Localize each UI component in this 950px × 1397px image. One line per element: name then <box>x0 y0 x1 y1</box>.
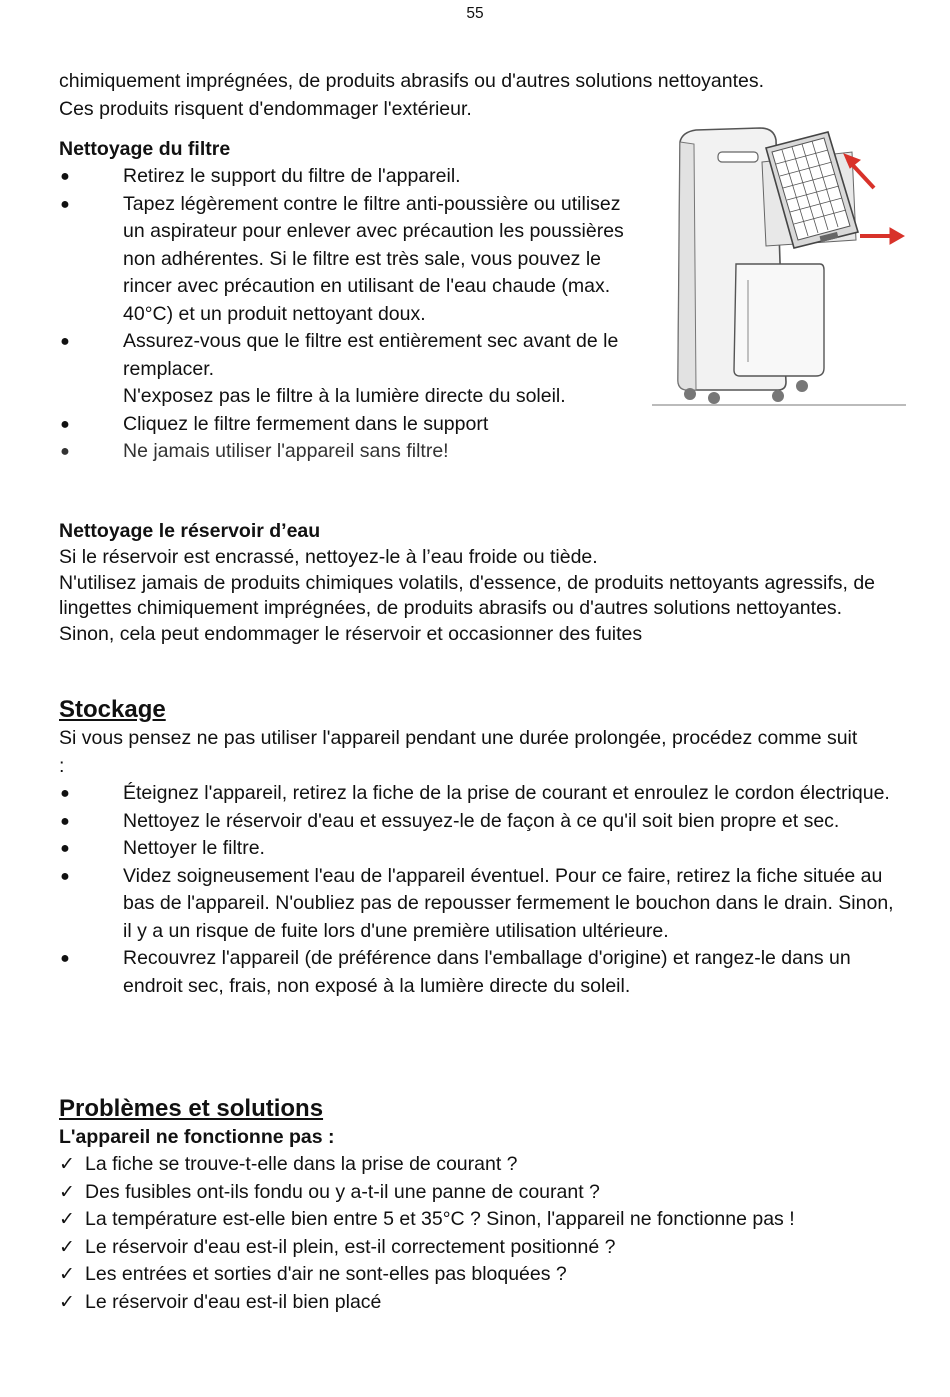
checkmark-icon: ✓ <box>59 1154 75 1175</box>
bullet-icon: ● <box>60 950 70 967</box>
list-item: ● Tapez légèrement contre le filtre anti-poussière ou utilisez un aspirateur pour enlever avec précaution les poussières non adhérentes. Si le filtre est très sale, vous pouvez le rincer avec précaution en utilisant de l'eau chaude (max. 40°C) et un produit nettoyant doux. <box>60 192 624 325</box>
reservoir-section <box>59 518 899 647</box>
bullet-icon: ● <box>60 840 70 857</box>
storage-section <box>59 695 899 1000</box>
list-item: ● Ne jamais utiliser l'appareil sans filtre! <box>59 438 639 466</box>
intro-line-1: chimiquement imprégnées, de produits abrasifs ou d'autres solutions nettoyantes. <box>59 70 765 92</box>
list-item: ✓ Le réservoir d'eau est-il bien placé <box>59 1289 909 1317</box>
bullet-icon: ● <box>60 443 70 460</box>
bullet-icon: ● <box>60 812 70 830</box>
bullet-icon: ● <box>60 195 70 213</box>
list-item: ● Retirez le support du filtre de l'appareil. <box>59 163 639 191</box>
list-item: ✓ La fiche se trouve-t-elle dans la prise de courant ? <box>59 1151 909 1179</box>
reservoir-section-title: Nettoyage le réservoir d’eau <box>59 520 321 542</box>
problems-subtitle: L'appareil ne fonctionne pas : <box>59 1126 335 1148</box>
list-item: ● Videz soigneusement l'eau de l'appareil éventuel. Pour ce faire, retirez la fiche située au bas de l'appareil. N'oubliez pas de repousser fermement le bouchon dans le drain. Sinon, il y a un risque de fuite lors d'une première utilisation ultérieure. <box>60 864 894 942</box>
checkmark-icon: ✓ <box>59 1264 75 1285</box>
checkmark-icon: ✓ <box>59 1209 75 1230</box>
problems-title: Problèmes et solutions <box>59 1095 324 1122</box>
storage-intro: Si vous pensez ne pas utiliser l'appareil pendant une durée prolongée, procédez comme suit : <box>59 727 858 777</box>
arrow-right-icon <box>860 228 904 244</box>
bullet-icon: ● <box>60 333 70 350</box>
bullet-icon: ● <box>60 785 70 802</box>
list-item: ✓ Le réservoir d'eau est-il plein, est-il correctement positionné ? <box>59 1234 909 1262</box>
list-item: ● Assurez-vous que le filtre est entièrement sec avant de le remplacer. N'exposez pas le filtre à la lumière directe du soleil. <box>60 330 619 407</box>
storage-steps-list <box>59 780 899 1000</box>
page-number: 55 <box>466 5 484 22</box>
list-item: ✓ Les entrées et sorties d'air ne sont-elles pas bloquées ? <box>59 1261 909 1289</box>
filter-section <box>59 136 639 466</box>
list-item: ● Nettoyez le réservoir d'eau et essuyez-le de façon à ce qu'il soit bien propre et sec. <box>59 808 899 836</box>
list-item: ● Nettoyer le filtre. <box>59 835 899 863</box>
checkmark-icon: ✓ <box>59 1181 75 1203</box>
intro-line-2: Ces produits risquent d'endommager l'extérieur. <box>59 97 472 120</box>
list-item: ● Éteignez l'appareil, retirez la fiche de la prise de courant et enroulez le cordon électrique. <box>59 780 899 808</box>
bullet-icon: ● <box>60 867 70 885</box>
list-item: ✓ La température est-elle bien entre 5 et 35°C ? Sinon, l'appareil ne fonctionne pas ! <box>59 1206 909 1234</box>
reservoir-paragraph: N'utilisez jamais de produits chimiques volatils, d'essence, de produits nettoyants agressifs, de lingettes chimiquement imprégnées, de produits abrasifs ou d'autres solutions nettoyantes. Sinon, cela peut endommager le réservoir et occasionner des fuites <box>59 571 876 645</box>
list-item: ● Recouvrez l'appareil (de préférence dans l'emballage d'origine) et rangez-le dans un endroit sec, frais, non exposé à la lumière directe du soleil. <box>60 947 851 997</box>
filter-note: N'exposez pas le filtre à la lumière directe du soleil. <box>123 385 566 407</box>
problems-section <box>59 1094 909 1316</box>
dehumidifier-filter-removal-illustration-icon <box>652 122 908 412</box>
filter-steps-list <box>59 163 639 466</box>
intro-text <box>59 68 899 123</box>
checkmark-icon: ✓ <box>59 1291 75 1313</box>
bullet-icon: ● <box>60 168 70 185</box>
reservoir-line-1: Si le réservoir est encrassé, nettoyez-le à l’eau froide ou tiède. <box>59 546 598 568</box>
bullet-icon: ● <box>60 415 70 433</box>
problems-checklist <box>59 1151 909 1316</box>
list-item: ● Cliquez le filtre fermement dans le support <box>59 411 639 439</box>
checkmark-icon: ✓ <box>59 1236 75 1258</box>
filter-section-title: Nettoyage du filtre <box>59 138 231 160</box>
storage-title: Stockage <box>59 696 166 723</box>
list-item: ✓ Des fusibles ont-ils fondu ou y a-t-il une panne de courant ? <box>59 1179 909 1207</box>
